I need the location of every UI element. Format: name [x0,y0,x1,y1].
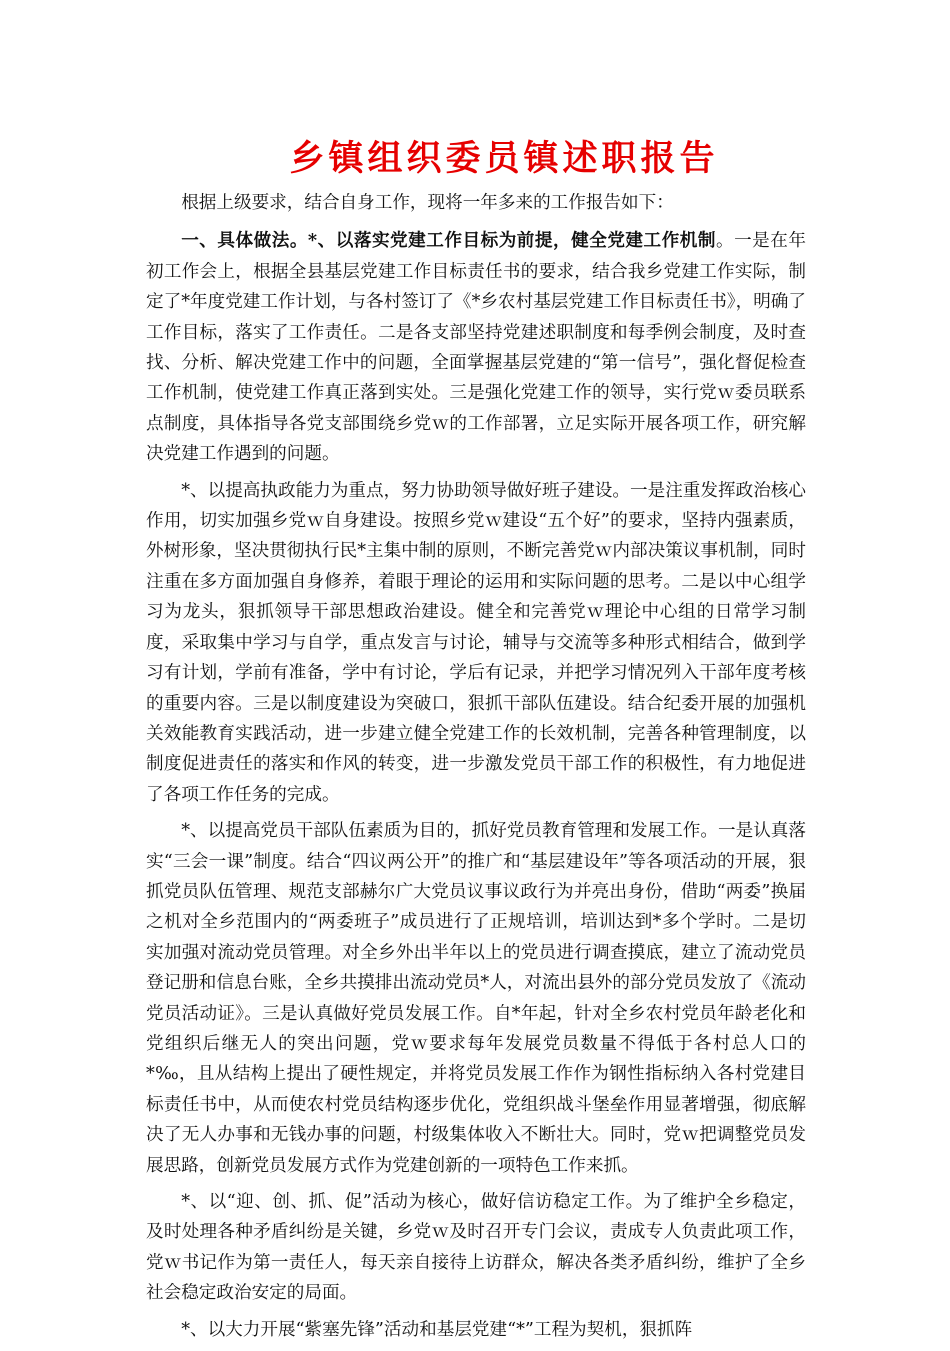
document-title: 乡镇组织委员镇述职报告 [289,138,719,179]
paragraph-1-lead: 一、具体做法。*、以落实党建工作目标为前提，健全党建工作机制 [181,230,716,252]
paragraph-5: *、以大力开展“紫塞先锋”活动和基层党建“*”工程为契机，狠抓阵 [181,1319,693,1340]
paragraph-3: *、以提高党员干部队伍素质为目的，抓好党员教育管理和发展工作。一是认真落实“三会一课”制度。结合“四议两公开”的推广和“基层建设年”等各项活动的开展，狠抓党员队伍管理、规范支部赫尔广大党员议事议政行为并亮出身份，借助“两委”换届之机对全乡范围内的“两委班子”成员进行了正规培训，培训达到*多个学时。二是切实加强对流动党员管理。对全乡外出半年以上的党员进行调查摸底，建立了流动党员登记册和信息台账，全乡共摸排出流动党员*人，对流出县外的部分党员发放了《流动党员活动证》。三是认真做好党员发展工作。自*年起，针对全乡农村党员年龄老化和党组织后继无人的突出问题，党ｗ要求每年发展党员数量不得低于各村总人口的*‰，且从结构上提出了硬性规定，并将党员发展工作作为钢性指标纳入各村党建目标责任书中，从而使农村党员结构逐步优化，党组织战斗堡垒作用显著增强，彻底解决了无人办事和无钱办事的问题，村级集体收入不断壮大。同时，党ｗ把调整党员发展思路，创新党员发展方式作为党建创新的一项特色工作来抓。 [146,821,806,1176]
paragraph-4: *、以“迎、创、抓、促”活动为核心，做好信访稳定工作。为了维护全乡稳定，及时处理各种矛盾纠纷是关键，乡党ｗ及时召开专门会议，责成专人负责此项工作，党ｗ书记作为第一责任人，每天亲自接待上访群众，解决各类矛盾纠纷，维护了全乡社会稳定政治安定的局面。 [146,1192,806,1304]
paragraph-1-text: 。一是在年初工作会上，根据全县基层党建工作目标责任书的要求，结合我乡党建工作实际，制定了*年度党建工作计划，与各村签订了《*乡农村基层党建工作目标责任书》，明确了工作目标，落实了工作责任。二是各支部坚持党建述职制度和每季例会制度，及时查找、分析、解决党建工作中的问题，全面掌握基层党建的“第一信号”，强化督促检查工作机制，使党建工作真正落到实处。三是强化党建工作的领导，实行党ｗ委员联系点制度，具体指导各党支部围绕乡党ｗ的工作部署，立足实际开展各项工作，研究解决党建工作遇到的问题。 [146,231,806,465]
paragraph-2: *、以提高执政能力为重点，努力协助领导做好班子建设。一是注重发挥政治核心作用，切实加强乡党ｗ自身建设。按照乡党ｗ建设“五个好”的要求，坚持内强素质，外树形象，坚决贯彻执行民*主集中制的原则，不断完善党ｗ内部决策议事机制，同时注重在多方面加强自身修养，着眼于理论的运用和实际问题的思考。二是以中心组学习为龙头，狠抓领导干部思想政治建设。健全和完善党ｗ理论中心组的日常学习制度，采取集中学习与自学，重点发言与讨论，辅导与交流等多种形式相结合，做到学习有计划，学前有准备，学中有讨论，学后有记录，并把学习情况列入干部年度考核的重要内容。三是以制度建设为突破口，狠抓干部队伍建设。结合纪委开展的加强机关效能教育实践活动，进一步建立健全党建工作的长效机制，完善各种管理制度，以制度促进责任的落实和作风的转变，进一步激发党员干部工作的积极性，有力地促进了各项工作任务的完成。 [146,480,806,805]
intro-paragraph: 根据上级要求，结合自身工作，现将一年多来的工作报告如下： [181,193,674,213]
document-body [146,188,806,1351]
paragraph-1 [146,226,806,469]
